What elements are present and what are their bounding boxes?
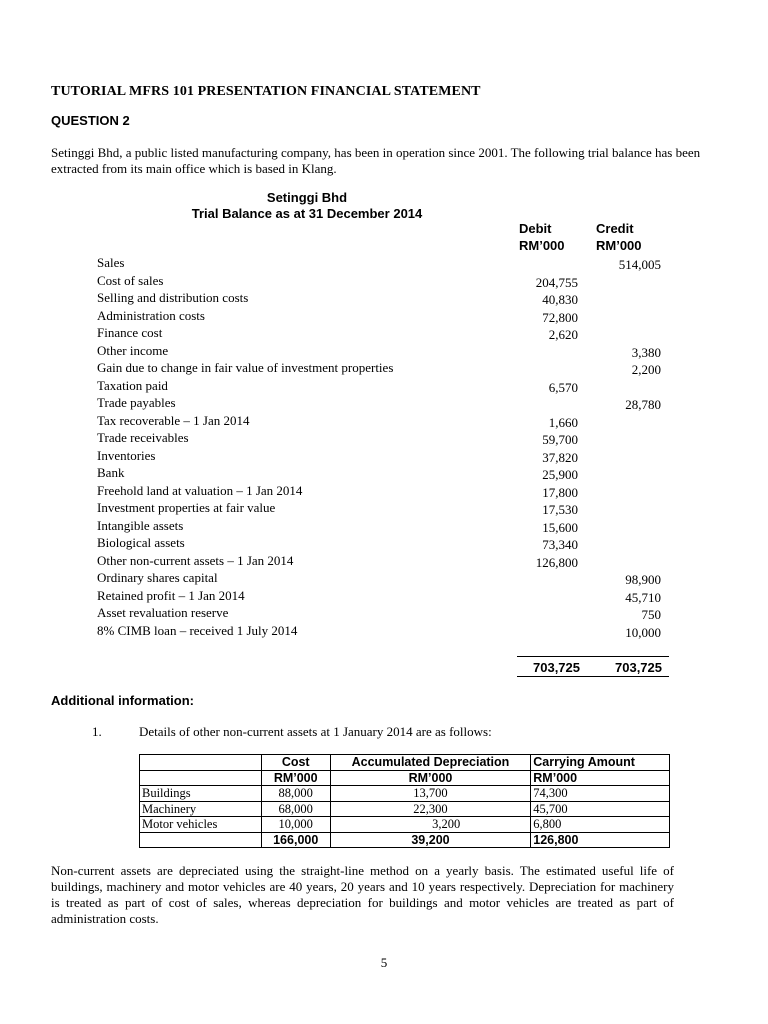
account-label: Selling and distribution costs: [97, 290, 249, 305]
table-cell: [140, 770, 262, 786]
table-total-row: [140, 832, 670, 848]
account-label: Taxation paid: [97, 377, 168, 393]
credit-amount: 750: [641, 607, 661, 622]
asset-cost: 68,000: [261, 801, 330, 817]
asset-cost: 10,000: [261, 817, 330, 833]
total-rule-bottom: [517, 676, 669, 677]
depreciation-note: Non-current assets are depreciated using the straight-line method on a yearly basis. The estimated useful life of buildings, machinery and motor vehicles are 40 years, 20 years and 10 years respectively. Depreciation for machinery is treated as part of cost of sales, whereas depreciation for buildings and motor vehicles are treated as part of administration costs.: [51, 863, 674, 926]
debit-amount: 25,900: [542, 467, 578, 482]
trial-balance-row: [97, 430, 669, 448]
trial-balance-row: [97, 448, 669, 466]
debit-header: Debit: [519, 221, 552, 236]
trial-balance-row: [97, 500, 669, 518]
account-label: Finance cost: [97, 325, 163, 340]
trial-balance-row: [97, 588, 669, 606]
trial-balance-row: [97, 518, 669, 536]
account-label: Freehold land at valuation – 1 Jan 2014: [97, 482, 303, 498]
unit-accumulated-depreciation: RM’000: [330, 770, 531, 786]
trial-balance-row: [97, 343, 669, 361]
trial-balance-row: [97, 290, 669, 308]
account-label: Other income: [97, 342, 169, 358]
debit-amount: 59,700: [542, 432, 578, 447]
credit-header: Credit: [596, 221, 634, 236]
debit-amount: 17,530: [542, 502, 578, 517]
credit-amount: 2,200: [631, 362, 661, 377]
total-debit: 703,725: [533, 660, 580, 675]
question-heading: QUESTION 2: [51, 113, 130, 128]
unit-cost: RM’000: [261, 770, 330, 786]
credit-amount: 28,780: [625, 397, 661, 412]
trial-balance-rows: [97, 255, 669, 640]
trial-balance-row: [97, 623, 669, 641]
table-row: [140, 801, 670, 817]
debit-amount: 204,755: [535, 274, 578, 290]
table-header-row: [140, 755, 670, 771]
asset-acc-dep: 3,200: [330, 817, 531, 833]
account-label: Asset revaluation reserve: [97, 605, 229, 620]
list-item-number: 1.: [92, 724, 102, 739]
non-current-assets-table: [139, 754, 670, 848]
account-label: 8% CIMB loan – received 1 July 2014: [97, 622, 298, 638]
account-label: Inventories: [97, 447, 156, 463]
table-row: [140, 786, 670, 802]
credit-amount: 45,710: [625, 589, 661, 605]
trial-balance-row: [97, 308, 669, 326]
trial-balance-company: Setinggi Bhd: [266, 190, 348, 205]
total-credit: 703,725: [615, 660, 662, 675]
asset-carrying: 6,800: [531, 817, 670, 833]
trial-balance-row: [97, 255, 669, 273]
debit-unit: RM’000: [519, 238, 565, 253]
credit-amount: 3,380: [631, 344, 661, 360]
debit-amount: 73,340: [542, 537, 578, 552]
intro-paragraph: Setinggi Bhd, a public listed manufacturing company, has been in operation since 2001. The following trial balance has been extracted from its main office which is based in Klang.: [51, 145, 701, 176]
trial-balance-row: [97, 553, 669, 571]
trial-balance-row: [97, 378, 669, 396]
trial-balance-row: [97, 273, 669, 291]
debit-amount: 17,800: [542, 484, 578, 500]
trial-balance-row: [97, 325, 669, 343]
header-cost: Cost: [261, 755, 330, 771]
account-label: Investment properties at fair value: [97, 500, 276, 515]
trial-balance-row: [97, 395, 669, 413]
total-cost: 166,000: [261, 832, 330, 848]
debit-amount: 15,600: [542, 519, 578, 535]
asset-acc-dep: 13,700: [330, 786, 531, 802]
header-carrying-amount: Carrying Amount: [531, 755, 670, 771]
debit-amount: 72,800: [542, 309, 578, 325]
asset-carrying: 45,700: [531, 801, 670, 817]
account-label: Retained profit – 1 Jan 2014: [97, 587, 245, 603]
credit-amount: 10,000: [625, 624, 661, 640]
table-unit-row: [140, 770, 670, 786]
table-cell: [140, 755, 262, 771]
list-item-text: Details of other non-current assets at 1 January 2014 are as follows:: [139, 724, 492, 739]
trial-balance-row: [97, 535, 669, 553]
account-label: Trade payables: [97, 395, 176, 410]
trial-balance-row: [97, 413, 669, 431]
asset-carrying: 74,300: [531, 786, 670, 802]
account-label: Cost of sales: [97, 272, 164, 288]
debit-amount: 6,570: [548, 379, 578, 395]
debit-amount: 126,800: [535, 554, 578, 570]
asset-label: Machinery: [140, 801, 262, 817]
additional-info-heading: Additional information:: [51, 693, 194, 708]
page-number: 5: [380, 955, 388, 970]
asset-acc-dep: 22,300: [330, 801, 531, 817]
asset-label: Buildings: [140, 786, 262, 802]
credit-unit: RM’000: [596, 238, 642, 253]
header-accumulated-depreciation: Accumulated Depreciation: [330, 755, 531, 771]
debit-amount: 40,830: [542, 292, 578, 307]
total-acc-dep: 39,200: [330, 832, 531, 848]
asset-cost: 88,000: [261, 786, 330, 802]
debit-amount: 37,820: [542, 449, 578, 465]
table-row: [140, 817, 670, 833]
total-carrying: 126,800: [531, 832, 670, 848]
credit-amount: 514,005: [618, 257, 661, 272]
account-label: Ordinary shares capital: [97, 570, 218, 585]
asset-label: Motor vehicles: [140, 817, 262, 833]
account-label: Administration costs: [97, 307, 205, 323]
total-rule-top: [517, 656, 669, 657]
debit-amount: 1,660: [548, 414, 578, 430]
trial-balance-row: [97, 570, 669, 588]
account-label: Intangible assets: [97, 517, 184, 533]
trial-balance-subtitle: Trial Balance as at 31 December 2014: [191, 206, 423, 221]
table-cell: [140, 832, 262, 848]
credit-amount: 98,900: [625, 572, 661, 587]
debit-amount: 2,620: [548, 327, 578, 342]
account-label: Bank: [97, 465, 125, 480]
account-label: Sales: [97, 255, 125, 270]
account-label: Trade receivables: [97, 430, 189, 445]
document-title: TUTORIAL MFRS 101 PRESENTATION FINANCIAL STATEMENT: [51, 84, 481, 99]
account-label: Biological assets: [97, 535, 185, 550]
trial-balance-row: [97, 605, 669, 623]
account-label: Other non-current assets – 1 Jan 2014: [97, 552, 294, 568]
trial-balance-row: [97, 465, 669, 483]
account-label: Tax recoverable – 1 Jan 2014: [97, 412, 250, 428]
trial-balance-row: [97, 360, 669, 378]
trial-balance-row: [97, 483, 669, 501]
unit-carrying-amount: RM’000: [531, 770, 670, 786]
account-label: Gain due to change in fair value of investment properties: [97, 360, 394, 375]
